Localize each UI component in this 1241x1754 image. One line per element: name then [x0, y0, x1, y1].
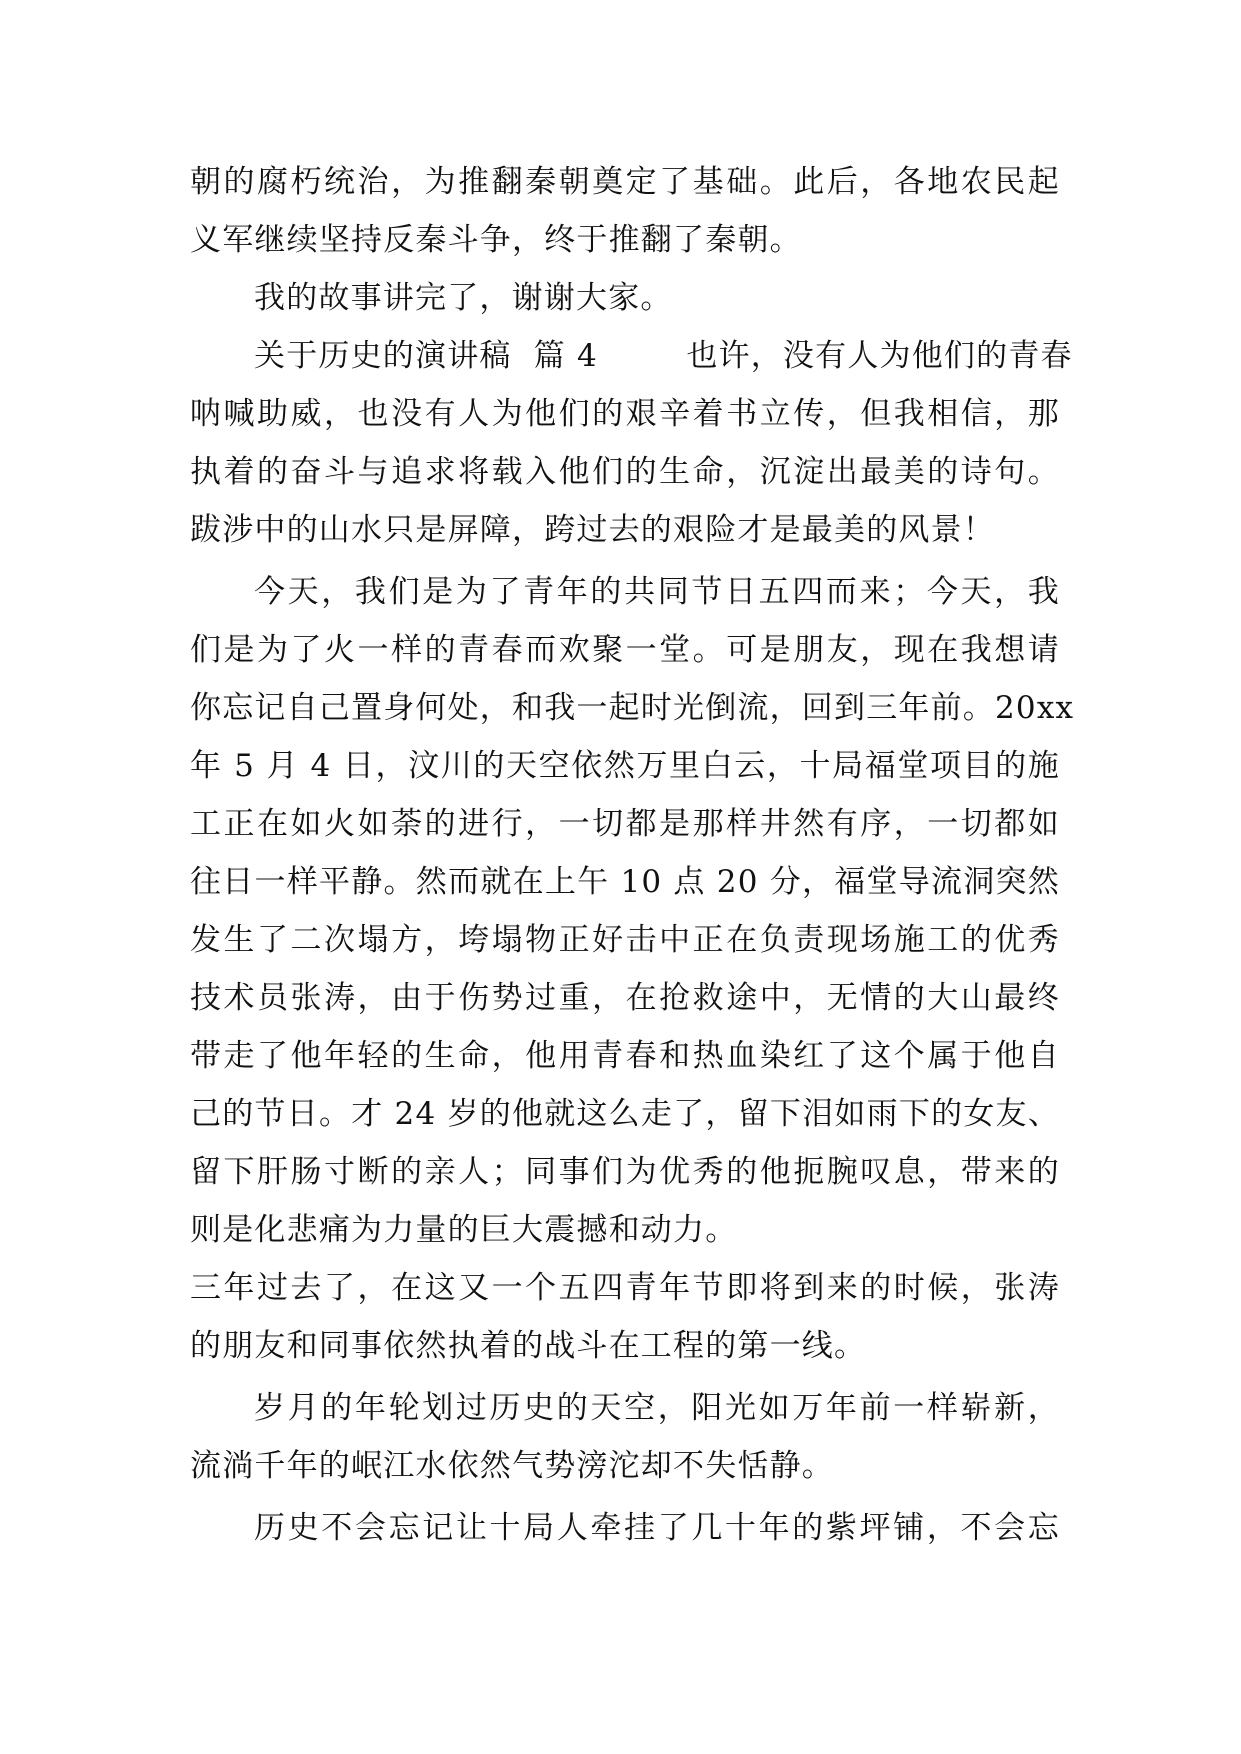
text-line: 年 5 月 4 日，汶川的天空依然万里白云，十局福堂项目的施 [190, 748, 1060, 784]
text-line: 你忘记自己置身何处，和我一起时光倒流，回到三年前。20xx [190, 690, 1075, 726]
text-line: 岁月的年轮划过历史的天空，阳光如万年前一样崭新， [254, 1390, 1060, 1426]
text-line: 流淌千年的岷江水依然气势滂沱却不失恬静。 [190, 1448, 834, 1484]
text-line: 工正在如火如荼的进行，一切都是那样井然有序，一切都如 [190, 806, 1060, 842]
text-line: 关于历史的演讲稿 篇 4 也许，没有人为他们的青春 [254, 338, 1073, 374]
text-line: 发生了二次塌方，垮塌物正好击中正在负责现场施工的优秀 [190, 922, 1060, 958]
text-line: 己的节日。才 24 岁的他就这么走了，留下泪如雨下的女友、 [190, 1096, 1060, 1132]
text-line: 历史不会忘记让十局人牵挂了几十年的紫坪铺，不会忘 [254, 1510, 1060, 1546]
text-line: 朝的腐朽统治，为推翻秦朝奠定了基础。此后，各地农民起 [190, 164, 1060, 200]
text-line: 们是为了火一样的青春而欢聚一堂。可是朋友，现在我想请 [190, 632, 1060, 668]
text-line: 呐喊助威，也没有人为他们的艰辛着书立传，但我相信，那 [190, 396, 1060, 432]
text-line: 技术员张涛，由于伤势过重，在抢救途中，无情的大山最终 [190, 980, 1060, 1016]
text-line: 留下肝肠寸断的亲人；同事们为优秀的他扼腕叹息，带来的 [190, 1154, 1060, 1190]
text-line: 则是化悲痛为力量的巨大震撼和动力。 [190, 1212, 738, 1248]
text-line: 带走了他年轻的生命，他用青春和热血染红了这个属于他自 [190, 1038, 1060, 1074]
text-line: 义军继续坚持反秦斗争，终于推翻了秦朝。 [190, 222, 802, 258]
text-line: 我的故事讲完了，谢谢大家。 [254, 280, 673, 316]
text-line: 执着的奋斗与追求将载入他们的生命，沉淀出最美的诗句。 [190, 454, 1060, 490]
text-line: 跋涉中的山水只是屏障，跨过去的艰险才是最美的风景！ [190, 512, 995, 548]
text-line: 往日一样平静。然而就在上午 10 点 20 分，福堂导流洞突然 [190, 864, 1060, 900]
text-line: 今天，我们是为了青年的共同节日五四而来；今天，我 [254, 574, 1060, 610]
text-line: 三年过去了，在这又一个五四青年节即将到来的时候，张涛 [190, 1270, 1060, 1306]
text-line: 的朋友和同事依然执着的战斗在工程的第一线。 [190, 1328, 867, 1364]
